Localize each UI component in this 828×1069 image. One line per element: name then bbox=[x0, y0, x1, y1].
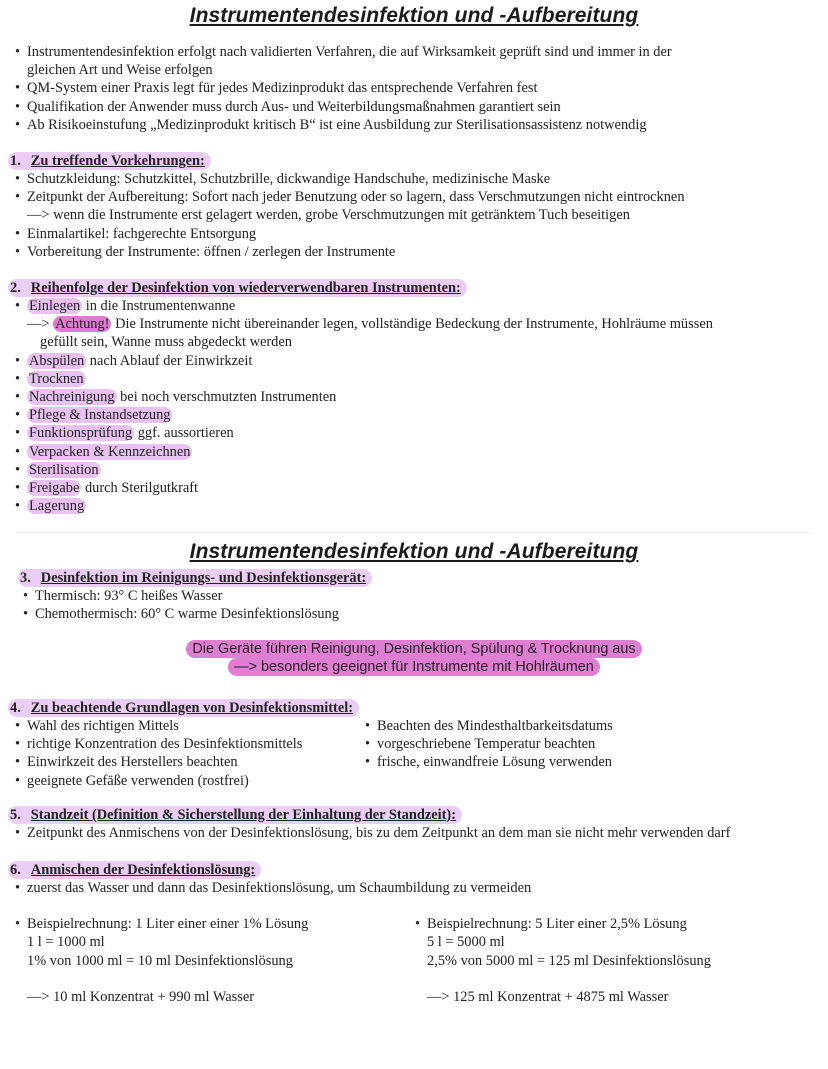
page-title: Instrumentendesinfektion und -Aufbereitung bbox=[189, 4, 639, 27]
calc-line: 1% von 1000 ml = 10 ml Desinfektionslösung bbox=[27, 952, 293, 969]
calc-line: 5 l = 5000 ml bbox=[427, 934, 505, 951]
step-text: Die Instrumente nicht übereinander legen, vollständige Bedeckung der Instrumente, Hohlräume müssen bbox=[111, 316, 713, 333]
step-text: durch Sterilgutkraft bbox=[81, 480, 199, 497]
list-item: • Instrumentendesinfektion erfolgt nach validierten Verfahren, die auf Wirksamkeit geprüft sind und immer in der bbox=[12, 43, 822, 61]
list-item: • Zeitpunkt des Anmischens von der Desinfektionslösung, bis zu dem Zeitpunkt an dem man sie nicht mehr verwenden darf bbox=[12, 824, 822, 842]
step-item bbox=[12, 461, 822, 479]
section-heading-text: Anmischen der Desinfektionslösung: bbox=[30, 862, 256, 878]
highlighted-warning: Achtung! bbox=[55, 316, 110, 333]
step-text: in die Instrumentenwanne bbox=[82, 298, 236, 314]
step-item bbox=[12, 497, 822, 515]
step-item bbox=[12, 443, 822, 461]
calc-title: • Beispielrechnung: 1 Liter einer einer 1% Lösung bbox=[12, 915, 412, 933]
section-2 bbox=[12, 279, 822, 515]
list-item: • Qualifikation der Anwender muss durch Aus- und Weiterbildungsmaßnahmen garantiert sein bbox=[12, 98, 822, 116]
step-note bbox=[12, 333, 822, 351]
calc-result: —> 10 ml Konzentrat + 990 ml Wasser bbox=[27, 988, 255, 1005]
section-number: 4. bbox=[10, 700, 21, 716]
calculation-right bbox=[412, 915, 812, 1006]
section-heading-text: Reihenfolge der Desinfektion von wiederverwendbaren Instrumenten: bbox=[30, 280, 461, 296]
highlighted-term: Lagerung bbox=[29, 498, 85, 515]
list-item: • Vorbereitung der Instrumente: öffnen / zerlegen der Instrumente bbox=[12, 243, 822, 261]
calc-title: • Beispielrechnung: 5 Liter einer 2,5% Lösung bbox=[412, 915, 812, 933]
highlighted-term: Funktionsprüfung bbox=[29, 425, 133, 442]
callout-line: Die Geräte führen Reinigung, Desinfektion, Spülung & Trocknung aus bbox=[186, 640, 641, 658]
list-item: • Einmalartikel: fachgerechte Entsorgung bbox=[12, 225, 822, 243]
step-item bbox=[12, 297, 822, 315]
list-item: • Ab Risikoeinstufung „Medizinprodukt kritisch B“ ist eine Ausbildung zur Sterilisationsassistenz notwendig bbox=[12, 116, 822, 134]
section-number: 1. bbox=[10, 153, 21, 169]
section-4 bbox=[12, 699, 822, 790]
section-number: 6. bbox=[10, 862, 21, 878]
section-6 bbox=[12, 861, 822, 1006]
step-text: bei noch verschmutzten Instrumenten bbox=[116, 389, 337, 406]
list-item: • frische, einwandfreie Lösung verwenden bbox=[362, 753, 802, 771]
list-item: • Thermisch: 93° C heißes Wasser bbox=[20, 587, 822, 605]
list-item: • Chemothermisch: 60° C warme Desinfektionslösung bbox=[20, 605, 822, 623]
calculation-left bbox=[12, 915, 412, 1006]
list-item: • Wahl des richtigen Mittels bbox=[12, 717, 362, 735]
step-text: nach Ablauf der Einwirkzeit bbox=[86, 352, 253, 369]
list-item: • Beachten des Mindesthaltbarkeitsdatums bbox=[362, 717, 802, 735]
section-number: 2. bbox=[10, 280, 21, 296]
section-heading bbox=[8, 806, 462, 824]
step-item bbox=[12, 352, 822, 370]
section-3 bbox=[12, 569, 822, 623]
calc-result: —> 125 ml Konzentrat + 4875 ml Wasser bbox=[427, 988, 669, 1005]
section-heading bbox=[8, 279, 467, 297]
calculation-examples bbox=[12, 915, 822, 1006]
section-number: 5. bbox=[10, 807, 21, 823]
highlighted-term: Einlegen bbox=[29, 298, 81, 314]
section-heading bbox=[8, 861, 261, 879]
section-heading-text: Standzeit (Definition & Sicherstellung der Einhaltung der Standzeit): bbox=[30, 807, 457, 823]
highlighted-term: Pflege & Instandsetzung bbox=[29, 407, 171, 424]
section-heading bbox=[18, 569, 372, 587]
section-heading-text: Zu beachtende Grundlagen von Desinfektionsmittel: bbox=[30, 700, 354, 716]
section-number: 3. bbox=[20, 570, 31, 586]
highlighted-term: Freigabe bbox=[29, 480, 80, 497]
highlighted-term: Trocknen bbox=[29, 370, 84, 387]
list-item: —> wenn die Instrumente erst gelagert werden, grobe Verschmutzungen mit getränktem Tuch beseitigen bbox=[27, 207, 630, 224]
list-item: • geeignete Gefäße verwenden (rostfrei) bbox=[12, 772, 362, 790]
list-item: gleichen Art und Weise erfolgen bbox=[27, 62, 213, 79]
step-item bbox=[12, 370, 822, 388]
list-item: • vorgeschriebene Temperatur beachten bbox=[362, 735, 802, 753]
section-5 bbox=[12, 806, 822, 842]
calc-line: 2,5% von 5000 ml = 125 ml Desinfektionslösung bbox=[427, 952, 711, 969]
intro-list bbox=[12, 43, 822, 134]
info-callout bbox=[0, 640, 828, 676]
section-heading bbox=[8, 699, 359, 717]
highlighted-term: Sterilisation bbox=[29, 461, 99, 478]
arrow-prefix: —> bbox=[27, 316, 54, 333]
step-note bbox=[12, 315, 822, 333]
section-heading bbox=[8, 152, 211, 170]
section-heading-text: Zu treffende Vorkehrungen: bbox=[30, 153, 205, 169]
highlighted-term: Abspülen bbox=[29, 352, 85, 369]
step-item bbox=[12, 388, 822, 406]
list-item: • zuerst das Wasser und dann das Desinfektionslösung, um Schaumbildung zu vermeiden bbox=[12, 879, 822, 897]
list-item: • Schutzkleidung: Schutzkittel, Schutzbrille, dickwandige Handschuhe, medizinische Maske bbox=[12, 170, 822, 188]
list-item: • QM-System einer Praxis legt für jedes Medizinprodukt das entsprechende Verfahren fest bbox=[12, 79, 822, 97]
section-heading-text: Desinfektion im Reinigungs- und Desinfektionsgerät: bbox=[40, 570, 367, 586]
step-item bbox=[12, 424, 822, 442]
step-item bbox=[12, 406, 822, 424]
list-item: • richtige Konzentration des Desinfektionsmittels bbox=[12, 735, 362, 753]
page-divider bbox=[16, 532, 812, 533]
list-item: • Einwirkzeit des Herstellers beachten bbox=[12, 753, 362, 771]
callout-line: —> besonders geeignet für Instrumente mit Hohlräumen bbox=[228, 658, 600, 676]
step-text: gefüllt sein, Wanne muss abgedeckt werden bbox=[40, 334, 292, 351]
page-title-2: Instrumentendesinfektion und -Aufbereitung bbox=[189, 540, 639, 563]
highlighted-term: Verpacken & Kennzeichnen bbox=[29, 443, 191, 460]
highlighted-term: Nachreinigung bbox=[29, 389, 115, 406]
list-item: • Zeitpunkt der Aufbereitung: Sofort nach jeder Benutzung oder so lagern, dass Verschmutzungen nicht eintrocknen bbox=[12, 188, 822, 206]
calc-line: 1 l = 1000 ml bbox=[27, 934, 105, 951]
section-1 bbox=[12, 152, 822, 261]
step-item bbox=[12, 479, 822, 497]
step-text: ggf. aussortieren bbox=[134, 425, 234, 442]
